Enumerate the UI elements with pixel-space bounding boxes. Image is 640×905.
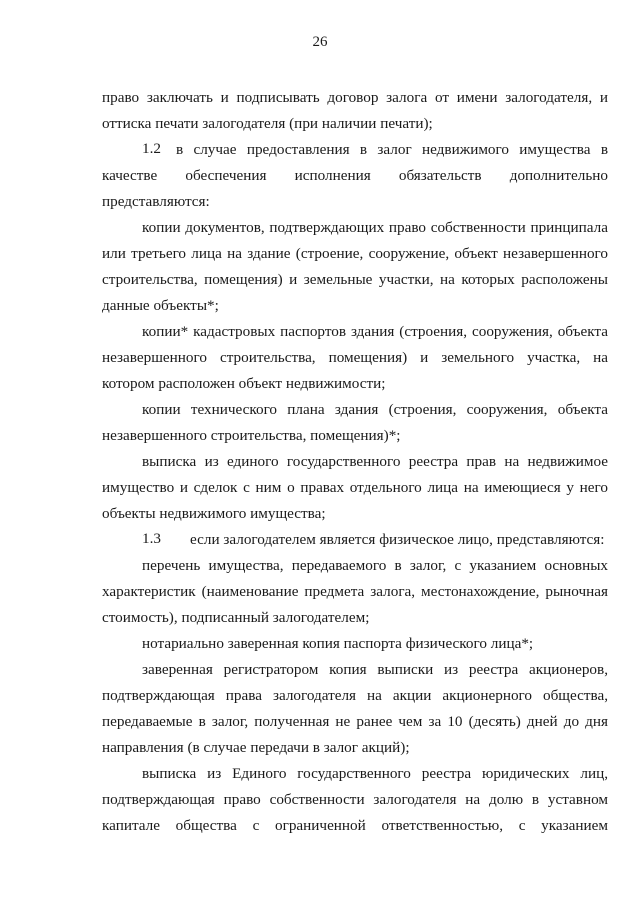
text-line: незавершенного строительства, помещения)*;: [102, 427, 401, 444]
text-line: объекты недвижимого имущества;: [102, 505, 326, 522]
text-line: передаваемые в залог, полученная не ранее чем за 10 (десять) дней до дня: [102, 713, 608, 730]
text-line: выписка из единого государственного реестра прав на недвижимое: [142, 453, 608, 470]
text-line: оттиска печати залогодателя (при наличии печати);: [102, 115, 433, 132]
text-line: нотариально заверенная копия паспорта физического лица*;: [142, 635, 534, 652]
text-line: котором расположен объект недвижимости;: [102, 375, 386, 392]
text-line: представляются:: [102, 193, 210, 210]
item-number: 1.2: [142, 140, 161, 157]
text-line: подтверждающая право собственности залогодателя на долю в уставном: [102, 791, 608, 808]
text-line: направления (в случае передачи в залог акций);: [102, 739, 410, 756]
text-line: копии документов, подтверждающих право собственности принципала: [142, 219, 608, 236]
text-line: имущество и сделок с ним о правах отдельного лица на имеющиеся у него: [102, 479, 608, 496]
text-line: перечень имущества, передаваемого в залог, с указанием основных: [142, 557, 608, 574]
text-line: право заключать и подписывать договор залога от имени залогодателя, и: [102, 89, 608, 106]
text-line: заверенная регистратором копия выписки из реестра акционеров,: [142, 661, 608, 678]
text-line: копии технического плана здания (строения, сооружения, объекта: [142, 401, 608, 418]
text-line: выписка из Единого государственного реестра юридических лиц,: [142, 765, 608, 782]
page-number: 26: [312, 34, 328, 50]
text-line: подтверждающая права залогодателя на акции акционерного общества,: [102, 687, 608, 704]
text-line: строительства, помещения) и земельные участки, на которых расположены: [102, 271, 608, 288]
text-line: незавершенного строительства, помещения) и земельного участка, на: [102, 349, 608, 366]
text-line: или третьего лица на здание (строение, сооружение, объект незавершенного: [102, 245, 608, 262]
item-number: 1.3: [142, 530, 161, 547]
text-line: стоимость), подписанный залогодателем;: [102, 609, 370, 626]
text-line: качестве обеспечения исполнения обязательств дополнительно: [102, 167, 608, 184]
text-line: если залогодателем является физическое лицо, представляются:: [190, 531, 605, 548]
text-line: копии* кадастровых паспортов здания (строения, сооружения, объекта: [142, 323, 608, 340]
text-line: капитале общества с ограниченной ответственностью, с указанием: [102, 817, 608, 834]
text-line: данные объекты*;: [102, 297, 219, 314]
text-line: в случае предоставления в залог недвижимого имущества в: [176, 141, 608, 158]
text-line: характеристик (наименование предмета залога, местонахождение, рыночная: [102, 583, 608, 600]
